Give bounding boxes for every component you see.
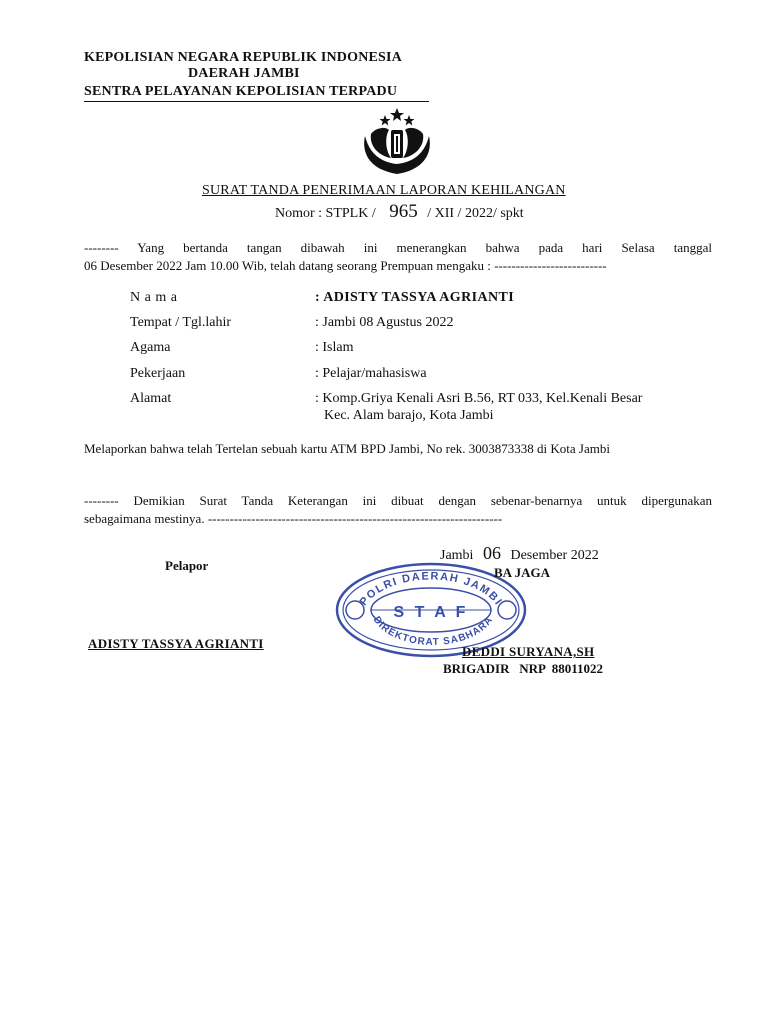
stamp-center-text: S T A F [393,604,469,621]
closing-line-2: sebagaimana mestinya. -------------------------------------------------------------------- [84,511,503,526]
header-line-2: DAERAH JAMBI [188,66,300,81]
header-underline [84,101,429,102]
intro-line-1: -------- Yang bertanda tangan dibawah ini menerangkan bahwa pada hari Selasa tanggal [84,240,712,255]
field-label: Alamat [130,391,172,406]
reporter-name: ADISTY TASSYA AGRIANTI [88,636,264,651]
field-row-address [130,391,730,431]
officer-name: DEDDI SURYANA,SH [462,644,595,659]
field-value: : Jambi 08 Agustus 2022 [315,315,454,330]
field-row-nama [130,290,730,312]
stamp-bottom-text: DIREKTORAT SABHARA [370,614,496,648]
field-row-religion [130,340,730,362]
field-row-birth [130,315,730,337]
field-label: Agama [130,340,171,355]
field-value-line-2: Kec. Alam barajo, Kota Jambi [324,408,494,423]
field-label: Pekerjaan [130,366,186,381]
stamp-top-text: POLRI DAERAH JAMBI [357,570,505,609]
field-label: N a m a [130,290,178,305]
date-month-year: Desember 2022 [510,548,599,563]
header-line-3: SENTRA PELAYANAN KEPOLISIAN TERPADU [84,84,398,99]
closing-line-1: -------- Demikian Surat Tanda Keterangan ini dibuat dengan sebenar-benarnya untuk dipergunakan [84,493,712,508]
field-label: Tempat / Tgl.lahir [130,315,232,330]
officer-rank: BRIGADIR NRP 88011022 [443,661,603,676]
report-statement: Melaporkan bahwa telah Tertelan sebuah kartu ATM BPD Jambi, No rek. 3003873338 di Kota Jambi [84,441,610,456]
field-value: : Islam [315,340,354,355]
officer-role: BA JAGA [494,565,550,580]
date-place: Jambi [440,548,474,563]
field-value: : ADISTY TASSYA AGRIANTI [315,290,515,305]
date-day: 06 [482,543,501,563]
field-value: : Komp.Griya Kenali Asri B.56, RT 033, Kel.Kenali Besar [315,391,643,406]
number-suffix: / XII / 2022/ spkt [427,206,524,221]
header-line-1: KEPOLISIAN NEGARA REPUBLIK INDONESIA [84,50,402,65]
reporter-label: Pelapor [165,558,209,573]
field-value: : Pelajar/mahasiswa [315,366,427,381]
field-row-occupation [130,366,730,388]
document-number [275,201,524,223]
document-title: SURAT TANDA PENERIMAAN LAPORAN KEHILANGAN [202,183,566,198]
number-value: 965 [389,201,418,222]
number-prefix: Nomor : STPLK / [275,206,376,221]
polri-emblem-icon [355,106,439,178]
intro-line-2: 06 Desember 2022 Jam 10.00 Wib, telah datang seorang Prempuan mengaku : -------------------------- [84,258,607,273]
